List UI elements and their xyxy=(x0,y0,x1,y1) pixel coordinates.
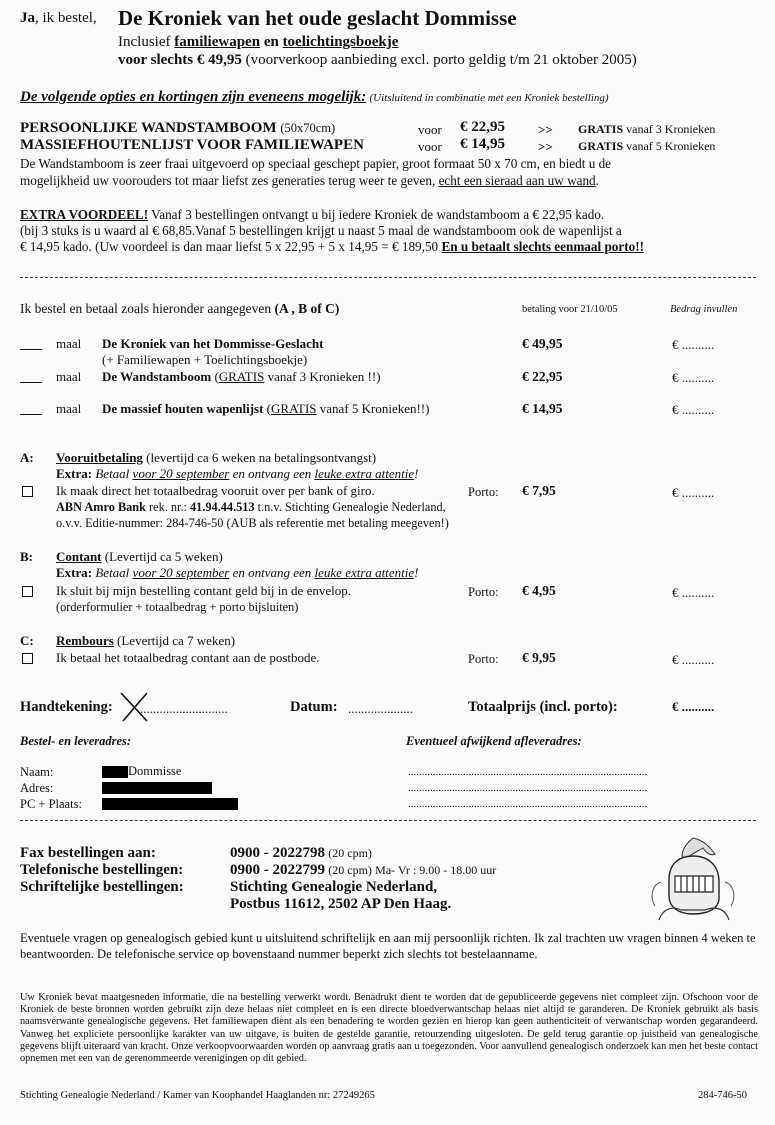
address-right-title: Eventueel afwijkend afleveradres: xyxy=(406,734,582,748)
option-b-line: Ik sluit bij mijn bestelling contant geld bij in de envelop. xyxy=(56,583,351,598)
tel-label: Telefonische bestellingen: xyxy=(20,862,184,878)
option-c-title: Rembours xyxy=(56,633,114,648)
item-1-amount[interactable]: € .......... xyxy=(672,337,715,352)
alt-address-line-1[interactable]: ....................................................................................... xyxy=(408,766,648,778)
option-b-title-line xyxy=(56,549,223,565)
item-3-rest: vanaf 5 Kronieken!!) xyxy=(319,401,430,416)
tel-hours: Ma- Vr : 9.00 - 18.00 uur xyxy=(375,863,497,877)
footer-right: 284-746-50 xyxy=(698,1090,747,1101)
order-intro xyxy=(20,10,97,27)
item-1-price: € 49,95 xyxy=(522,336,563,351)
option-c-note: (Levertijd ca 7 weken) xyxy=(117,633,236,648)
pc-label: PC + Plaats: xyxy=(20,797,82,811)
option-wandstamboom xyxy=(20,120,335,137)
order-intro-text: Ik bestel en betaal zoals hieronder aangegeven xyxy=(20,301,272,316)
option-a-amount[interactable]: € .......... xyxy=(672,485,715,500)
option-b-extra xyxy=(56,565,418,581)
b-extra-5: ! xyxy=(414,565,419,580)
order-abc: (A , B of C) xyxy=(274,301,340,316)
option-b-title: Contant xyxy=(56,549,102,564)
divider-1 xyxy=(20,277,756,278)
tel-number: 0900 - 2022799 xyxy=(230,862,325,878)
b-extra-3: en ontvang een xyxy=(232,565,312,580)
notice-text: Eventuele vragen op genealogisch gebied kunt u uitsluitend schriftelijk en aan mij persoonlijk richten. Ik zal trachten uw vragen binnen 4 weken te beantwoorden. De telefonische service op bovenstaand nummer beperkt zich slechts tot bestelaanname. xyxy=(20,931,756,961)
b-extra-2: voor 20 september xyxy=(132,565,230,580)
divider-2 xyxy=(20,820,756,821)
schr-label: Schriftelijke bestellingen: xyxy=(20,879,184,895)
options-heading: De volgende opties en kortingen zijn eveneens mogelijk: xyxy=(20,89,367,105)
qty-field-2[interactable] xyxy=(20,371,42,387)
fineprint-text: Uw Kroniek bevat maatgesneden informatie, die na bestelling verwerkt wordt. Benadrukt dient te worden dat de gepubliceerde gegevens niet compleet zijn. Ofschoon voor de Kroniek de beste bronnen worden gebruikt zijn deze helaas niet compleet en is een directe bloedverwantschap helaas niet altijd te garanderen. De Kroniek gebruikt als basis naamsverwante genealogische gegevens. Het familiewapen dient als een benadering te worden gezien en hierop kan geen authenticiteit of verwantschap worden gegarandeerd. Vanweg het expliciete persoonlijke karakter van uw uitgave, is buiten de gestelde garantie, retourzending uitgesloten. De geld terug garantie op juistheid van genealogische gegevens blijft uiteraard van kracht. Onze verkoopvoorwaarden worden op aanvraag gratis aan u toegezonden. Voor aanvullend genealogisch onderzoek kan men het beste contact opnemen met een van de gerenommeerde verenigingen op dit gebied. xyxy=(20,992,758,1065)
qty-field-1[interactable] xyxy=(20,338,42,354)
option-wandstamboom-name: PERSOONLIJKE WANDSTAMBOOM xyxy=(20,120,277,136)
extra-line-3 xyxy=(20,239,644,255)
qty-field-3[interactable] xyxy=(20,403,42,419)
qty-blank-2[interactable] xyxy=(20,372,42,383)
porto-c-value: € 9,95 xyxy=(522,650,556,665)
gratis-1-label: GRATIS xyxy=(578,122,624,136)
bank-ref: o.v.v. Editie-nummer: 284-746-50 (AUB als referentie met betaling meegeven!) xyxy=(56,516,449,530)
option-price-2: € 14,95 xyxy=(460,136,505,152)
maal-1: maal xyxy=(56,336,82,351)
a-extra-4: leuke extra attentie xyxy=(314,466,415,481)
options-desc-1: De Wandstamboom is zeer fraai uitgevoerd op speciaal geschept papier, groot formaat 50 x 70 cm, en biedt u de xyxy=(20,156,612,171)
datum-field[interactable]: .................... xyxy=(348,701,413,716)
ja-word: Ja xyxy=(20,10,35,26)
item-3-line: De massief houten wapenlijst (GRATIS vanaf 5 Kronieken!!) xyxy=(102,401,430,416)
item-3-name: De massief houten wapenlijst xyxy=(102,401,264,416)
address-left-title: Bestel- en leveradres: xyxy=(20,734,132,748)
option-a-line: Ik maak direct het totaalbedrag vooruit over per bank of giro. xyxy=(56,483,375,498)
en-text: en xyxy=(263,34,279,50)
bank-name: ABN Amro Bank xyxy=(56,500,146,514)
option-b-checkbox[interactable] xyxy=(22,585,33,601)
option-c-amount[interactable]: € .......... xyxy=(672,652,715,667)
option-c-title-line xyxy=(56,633,235,649)
inclusief-text: Inclusief xyxy=(118,34,171,50)
option-a-title: Vooruitbetaling xyxy=(56,450,143,465)
item-2-rest: vanaf 3 Kronieken !!) xyxy=(267,369,381,384)
options-heading-line xyxy=(20,89,609,106)
desc-2-text: mogelijkheid uw voorouders tot maar liefst zes generaties terug weer te geven, xyxy=(20,173,436,188)
checkbox-a[interactable] xyxy=(22,486,33,497)
option-a-note: (levertijd ca 6 weken na betalingsontvangst) xyxy=(146,450,377,465)
checkbox-c[interactable] xyxy=(22,653,33,664)
item-2-name: De Wandstamboom xyxy=(102,369,212,384)
naam-label: Naam: xyxy=(20,765,54,779)
item-2-amount[interactable]: € .......... xyxy=(672,370,715,385)
extra-line-1-text: Vanaf 3 bestellingen ontvangt u bij iedere Kroniek de wandstamboom a € 22,95 kado. xyxy=(151,207,605,222)
porto-c-label: Porto: xyxy=(468,652,499,666)
option-price-1: € 22,95 xyxy=(460,119,505,135)
porto-a-label: Porto: xyxy=(468,485,499,499)
maal-2: maal xyxy=(56,369,82,384)
extra-line-1 xyxy=(20,207,604,223)
extra-line-3-text: € 14,95 kado. (Uw voordeel is dan maar liefst 5 x 22,95 + 5 x 14,95 = € 189,50 xyxy=(20,239,439,254)
redaction-bar xyxy=(102,782,212,794)
item-3-price: € 14,95 xyxy=(522,401,563,416)
datum-label: Datum: xyxy=(290,699,338,715)
bank-number: 41.94.44.513 xyxy=(190,500,255,514)
col-betaling: betaling voor 21/10/05 xyxy=(522,304,618,315)
b-extra-label: Extra: xyxy=(56,565,93,580)
item-1-name: De Kroniek van het Dommisse-Geslacht xyxy=(102,336,324,351)
porto-a-value: € 7,95 xyxy=(522,483,556,498)
a-extra-3: en ontvang een xyxy=(232,466,312,481)
option-a-title-line xyxy=(56,450,376,466)
fax-cpm: (20 cpm) xyxy=(328,846,372,860)
gratis-2 xyxy=(578,139,715,154)
gratis-2-label: GRATIS xyxy=(578,139,624,153)
b-extra-1: Betaal xyxy=(95,565,130,580)
includes-line xyxy=(118,34,398,51)
footer-left: Stichting Genealogie Nederland / Kamer van Koophandel Haaglanden nr: 27249265 xyxy=(20,1090,375,1101)
fax-label: Fax bestellingen aan: xyxy=(20,845,156,861)
option-wapenlijst: MASSIEFHOUTENLIJST VOOR FAMILIEWAPEN xyxy=(20,137,364,153)
option-c-line: Ik betaal het totaalbedrag contant aan de postbode. xyxy=(56,650,320,665)
familiewapen-text: familiewapen xyxy=(174,34,261,50)
voor-1: voor xyxy=(418,122,442,137)
bank-rek: rek. nr.: xyxy=(149,500,187,514)
a-extra-label: Extra: xyxy=(56,466,93,481)
handtekening-label: Handtekening: xyxy=(20,699,113,715)
arrow-1: >> xyxy=(538,122,553,137)
order-intro-line xyxy=(20,301,339,317)
extra-line-2: (bij 3 stuks is u waard al € 68,85.Vanaf 5 bestellingen krijgt u naast 5 maal de wandstamboom ook de wapenlijst a xyxy=(20,223,622,238)
item-1-sub: (+ Familiewapen + Toelichtingsboekje) xyxy=(102,352,308,367)
handtekening-field[interactable]: ........................... xyxy=(140,701,228,716)
redaction-bar xyxy=(102,798,238,810)
extra-label: EXTRA VOORDEEL! xyxy=(20,207,149,222)
alt-address-line-2[interactable]: ....................................................................................... xyxy=(408,782,648,794)
qty-blank-3[interactable] xyxy=(20,404,42,415)
price-line xyxy=(118,52,637,69)
a-extra-1: Betaal xyxy=(95,466,130,481)
item-3-amount[interactable]: € .......... xyxy=(672,402,715,417)
option-c-checkbox[interactable] xyxy=(22,652,33,668)
price-line-bold: voor slechts € 49,95 xyxy=(118,52,242,68)
option-b-letter: B: xyxy=(20,549,33,564)
options-heading-note: (Uitsluitend in combinatie met een Kroniek bestelling) xyxy=(369,92,609,104)
option-a-checkbox[interactable] xyxy=(22,485,33,501)
porto-b-value: € 4,95 xyxy=(522,583,556,598)
redaction-bar xyxy=(102,766,128,778)
naam-value[interactable]: Dommisse xyxy=(128,764,182,778)
item-2-price: € 22,95 xyxy=(522,369,563,384)
col-bedrag: Bedrag invullen xyxy=(670,304,738,315)
option-a-letter: A: xyxy=(20,450,34,465)
option-b-note: (Levertijd ca 5 weken) xyxy=(104,549,223,564)
item-3-gratis: GRATIS xyxy=(271,401,317,416)
option-c-letter: C: xyxy=(20,633,34,648)
page-title: De Kroniek van het oude geslacht Dommisse xyxy=(118,6,517,30)
toelichtingsboekje-text: toelichtingsboekje xyxy=(282,34,399,50)
option-wandstamboom-size: (50x70cm) xyxy=(280,121,336,135)
gratis-1 xyxy=(578,122,715,137)
item-2-gratis: GRATIS xyxy=(218,369,265,384)
tel-cpm: (20 cpm) xyxy=(328,863,372,877)
extra-line-3-bold: En u betaalt slechts eenmaal porto!! xyxy=(441,239,644,254)
org-name: Stichting Genealogie Nederland, xyxy=(230,879,438,895)
a-extra-2: voor 20 september xyxy=(132,466,230,481)
checkbox-b[interactable] xyxy=(22,586,33,597)
bank-line xyxy=(56,500,446,515)
adres-label: Adres: xyxy=(20,781,54,795)
option-a-extra xyxy=(56,466,418,482)
fax-number: 0900 - 2022798 xyxy=(230,845,325,861)
gratis-1-text: vanaf 3 Kronieken xyxy=(626,122,716,136)
arrow-2: >> xyxy=(538,139,553,154)
totaal-field[interactable]: € .......... xyxy=(672,699,715,714)
fax-line xyxy=(230,845,372,862)
gratis-2-text: vanaf 5 Kronieken xyxy=(626,139,716,153)
alt-address-line-3[interactable]: ....................................................................................... xyxy=(408,798,648,810)
desc-2-end: . xyxy=(595,173,599,188)
knight-helmet-icon xyxy=(645,836,741,922)
options-desc-2 xyxy=(20,173,599,189)
maal-3: maal xyxy=(56,401,82,416)
postbus: Postbus 11612, 2502 AP Den Haag. xyxy=(230,896,452,912)
qty-blank-1[interactable] xyxy=(20,339,42,350)
a-extra-5: ! xyxy=(414,466,419,481)
porto-b-label: Porto: xyxy=(468,585,499,599)
bank-tail: t.n.v. Stichting Genealogie Nederland, xyxy=(257,500,446,514)
item-2-line: De Wandstamboom (GRATIS vanaf 3 Kronieken !!) xyxy=(102,369,381,384)
option-b-sub: (orderformulier + totaalbedrag + porto bijsluiten) xyxy=(56,600,299,614)
price-line-rest: (voorverkoop aanbieding excl. porto geldig t/m 21 oktober 2005) xyxy=(245,52,637,68)
tel-line xyxy=(230,862,496,879)
ik-bestel: , ik bestel, xyxy=(35,10,97,26)
totaal-label: Totaalprijs (incl. porto): xyxy=(468,699,618,715)
b-extra-4: leuke extra attentie xyxy=(314,565,415,580)
desc-2-underlined: echt een sieraad aan uw wand xyxy=(438,173,596,188)
voor-2: voor xyxy=(418,139,442,154)
option-b-amount[interactable]: € .......... xyxy=(672,585,715,600)
